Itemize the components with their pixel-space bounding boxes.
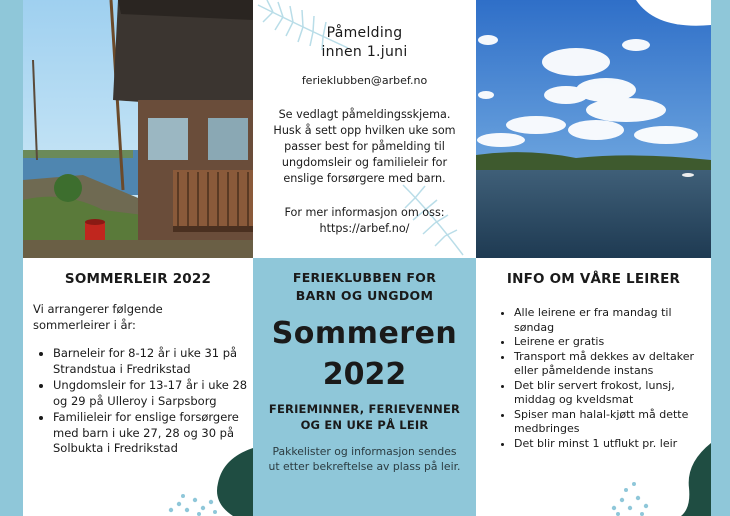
main-title-year: 2022	[322, 357, 407, 392]
info-list	[476, 306, 710, 451]
cabin-photo	[23, 0, 253, 258]
list-item: • Spiser man halal-kjøtt må dette medbringes	[514, 408, 710, 437]
main-title: Sommeren	[271, 316, 458, 351]
website-link[interactable]: https://arbef.no/	[319, 222, 410, 235]
club-name	[253, 269, 476, 305]
camp-list	[23, 346, 263, 458]
summer-camps-panel	[23, 258, 253, 516]
list-item: • Det blir minst 1 utflukt pr. leir	[514, 437, 710, 452]
contact-email-link[interactable]: ferieklubben@arbef.no	[301, 74, 428, 87]
list-item: • Leirene er gratis	[514, 335, 710, 350]
tagline	[253, 401, 476, 433]
tagline-line-1: FERIEMINNER, FERIEVENNER	[268, 402, 461, 416]
list-item: • Alle leirene er fra mandag til søndag	[514, 306, 710, 335]
club-name-line-1: FERIEKLUBBEN FOR	[292, 270, 437, 285]
dots-pattern	[163, 490, 223, 516]
camp-info-heading: INFO OM VÅRE LEIRER	[506, 271, 681, 287]
list-item: • Familieleir for enslige forsørgere med barn i uke 27, 28 og 30 på Solbukta i Fredrikstad	[53, 410, 263, 457]
list-item: • Barneleir for 8-12 år i uke 31 på Strandstua i Fredrikstad	[53, 346, 263, 377]
registration-instructions: Se vedlagt påmeldingsskjema. Husk å sett opp hvilken uke som passer best for påmelding til ungdomsleir og familieleir for enslige forsørgere med barn.	[273, 108, 456, 185]
deadline-line-2: innen 1.juni	[321, 44, 408, 60]
deadline-line-1: Påmelding	[326, 25, 403, 41]
decorative-blob	[671, 443, 711, 516]
list-item: • Det blir servert frokost, lunsj, middag og kveldsmat	[514, 379, 710, 408]
registration-deadline	[253, 24, 476, 62]
summer-camps-heading: SOMMERLEIR 2022	[64, 271, 212, 287]
club-name-line-2: BARN OG UNGDOM	[295, 288, 434, 303]
camp-info-panel	[476, 258, 711, 516]
more-info	[253, 205, 476, 237]
registration-panel	[253, 0, 476, 258]
summer-camps-intro: Vi arrangerer følgende sommerleirer i år:	[33, 302, 163, 332]
sea-photo	[476, 0, 711, 258]
more-info-label: For mer informasjon om oss:	[284, 206, 445, 219]
list-item: • Transport må dekkes av deltaker eller påmeldende instans	[514, 350, 710, 379]
dots-pattern	[604, 478, 654, 516]
packing-info: Pakkelister og informasjon sendes ut etter bekreftelse av plass på leir.	[268, 445, 461, 473]
list-item: • Ungdomsleir for 13-17 år i uke 28 og 29 på Ulleroy i Sarpsborg	[53, 378, 263, 409]
tagline-line-2: OG EN UKE PÅ LEIR	[300, 418, 429, 432]
title-panel	[253, 258, 476, 516]
